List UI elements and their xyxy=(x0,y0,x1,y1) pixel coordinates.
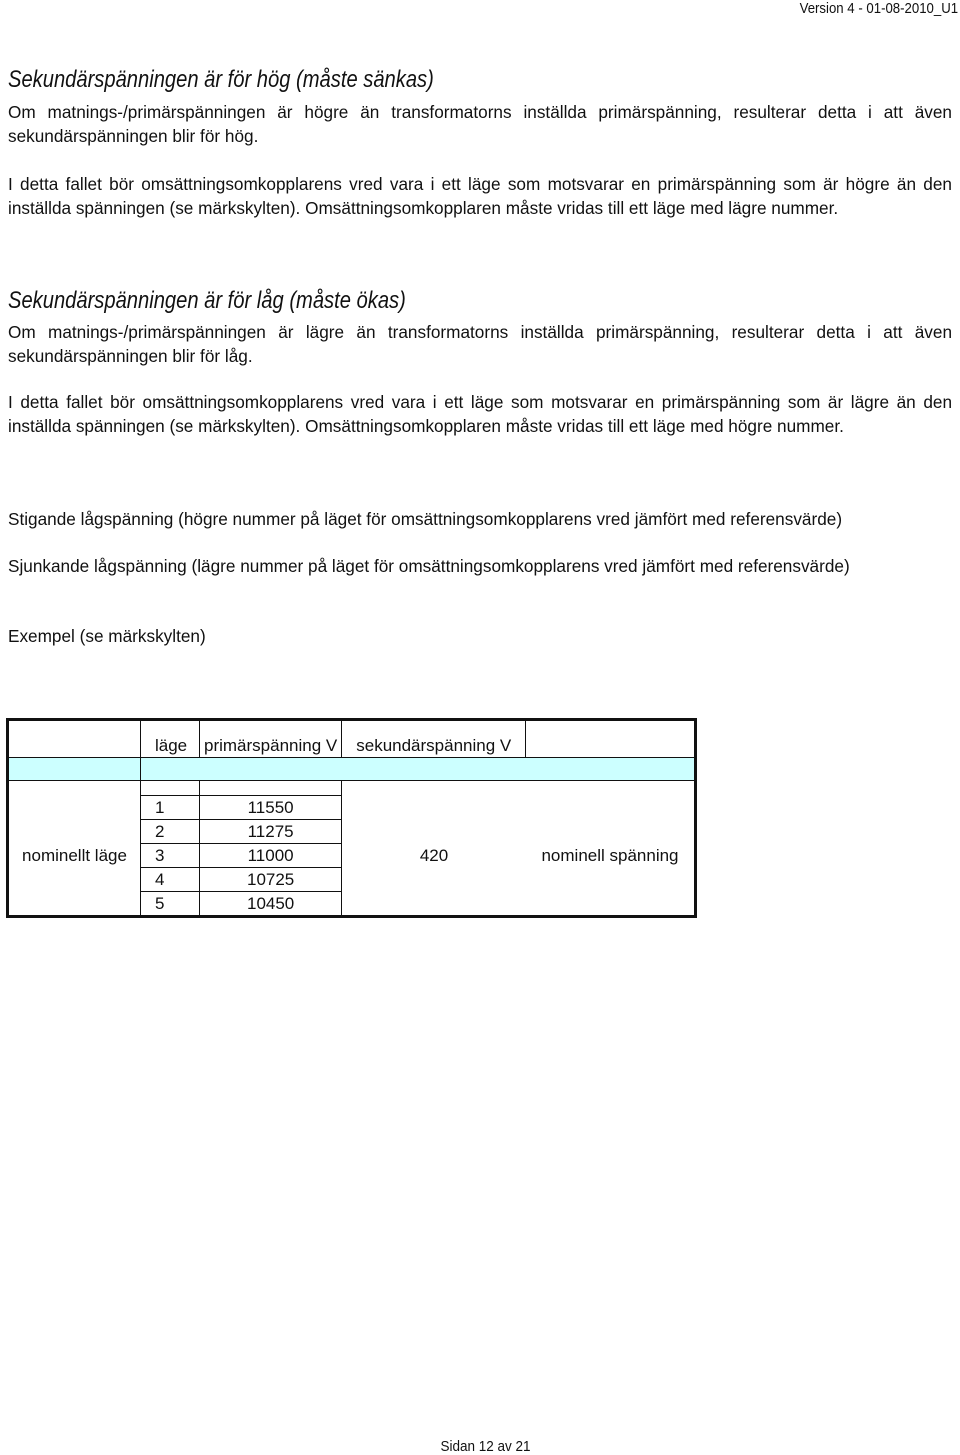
row-note xyxy=(526,868,696,892)
row-lage: 5 xyxy=(141,892,200,917)
row-note: nominell spänning xyxy=(541,846,679,865)
row-sekundar xyxy=(342,820,526,844)
row-lage: 1 xyxy=(141,796,200,820)
paragraph-high-2: I detta fallet bör omsättningsomkopplarens vred vara i ett läge som motsvarar en primärspänning som är högre än den inställda spänningen (se märkskylten). Omsättningsomkopplaren måste vridas till ett läge med lägre nummer. xyxy=(8,174,952,218)
row-primar: 11550 xyxy=(200,796,342,820)
page-number: Sidan 12 av 21 xyxy=(440,1438,531,1455)
row-primar: 10725 xyxy=(200,868,342,892)
paragraph-high-1: Om matnings-/primärspänningen är högre än transformatorns inställda primärspänning, resulterar detta i att även sekundärspänningen blir för hög. xyxy=(8,102,952,146)
header-primar: primärspänning V xyxy=(200,720,342,758)
table-row xyxy=(8,820,696,844)
table-highlight-row xyxy=(8,758,696,781)
row-lage: 2 xyxy=(141,820,200,844)
table-row xyxy=(8,892,696,917)
note-sjunkande: Sjunkande lågspänning (lägre nummer på läget för omsättningsomkopplarens vred jämfört med referensvärde) xyxy=(8,556,850,576)
row-label xyxy=(8,892,141,917)
row-label: nominellt läge xyxy=(8,844,141,868)
header-sekundar: sekundärspänning V xyxy=(342,720,526,758)
row-note xyxy=(526,892,696,917)
paragraph-low-2: I detta fallet bör omsättningsomkopplarens vred vara i ett läge som motsvarar en primärspänning som är lägre än den inställda spänningen (se märkskylten). Omsättningsomkopplaren måste vridas till ett läge med högre nummer. xyxy=(8,392,952,436)
row-primar: 11275 xyxy=(200,820,342,844)
row-primar: 11000 xyxy=(200,844,342,868)
row-note xyxy=(526,820,696,844)
version-label: Version 4 - 01-08-2010_U1 xyxy=(799,0,958,17)
row-sekundar xyxy=(342,892,526,917)
header-lage: läge xyxy=(141,720,200,758)
row-label xyxy=(8,820,141,844)
section-heading-high: Sekundärspänningen är för hög (måste sänkas) xyxy=(8,66,434,93)
row-label xyxy=(8,796,141,820)
header-cell-empty xyxy=(8,720,141,758)
table-row xyxy=(8,868,696,892)
row-label xyxy=(8,868,141,892)
paragraph-low-1: Om matnings-/primärspänningen är lägre än transformatorns inställda primärspänning, resulterar detta i att även sekundärspänningen blir för låg. xyxy=(8,322,952,366)
example-label: Exempel (se märkskylten) xyxy=(8,626,206,646)
row-lage: 3 xyxy=(141,844,200,868)
row-sekundar: 420 xyxy=(342,844,526,868)
section-heading-low: Sekundärspänningen är för låg (måste ökas) xyxy=(8,287,406,314)
header-cell-empty xyxy=(526,720,696,758)
row-note xyxy=(526,796,696,820)
row-lage: 4 xyxy=(141,868,200,892)
table-header-row xyxy=(8,720,696,758)
row-primar: 10450 xyxy=(200,892,342,917)
tap-position-table xyxy=(6,718,697,918)
note-stigande: Stigande lågspänning (högre nummer på läget för omsättningsomkopplarens vred jämfört med referensvärde) xyxy=(8,509,843,529)
row-sekundar xyxy=(342,796,526,820)
table-row xyxy=(8,796,696,820)
table-spacer-row xyxy=(8,781,696,796)
table-row xyxy=(8,844,696,868)
row-sekundar xyxy=(342,868,526,892)
